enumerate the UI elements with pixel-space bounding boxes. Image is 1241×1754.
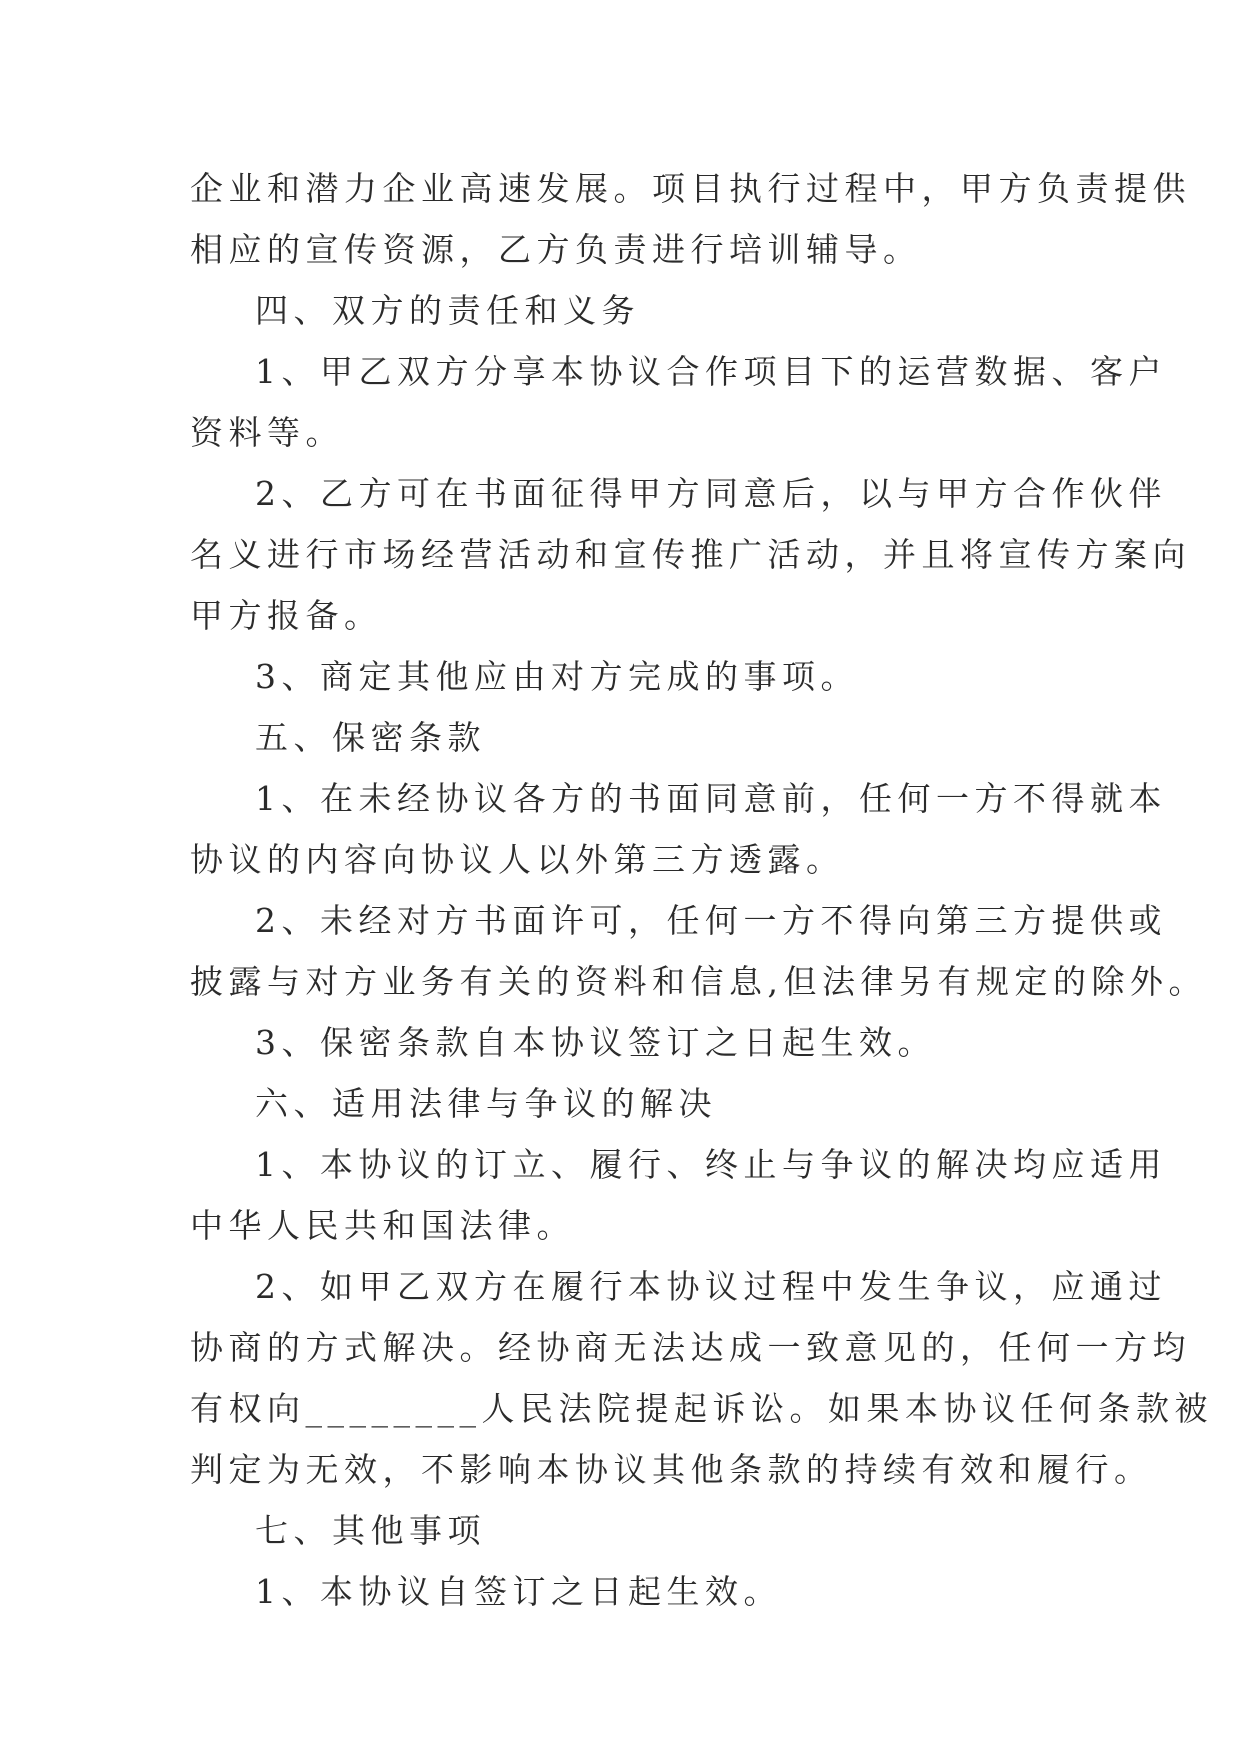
text-line: 3、保密条款自本协议签订之日起生效。 — [255, 1023, 936, 1062]
text-line: 企业和潜力企业高速发展。项目执行过程中，甲方负责提供 — [190, 169, 1191, 208]
text-line: 有权向________人民法院提起诉讼。如果本协议任何条款被 — [190, 1389, 1213, 1428]
text-line: 甲方报备。 — [190, 596, 383, 635]
document-body — [190, 158, 1213, 1622]
text-line: 1、在未经协议各方的书面同意前，任何一方不得就本 — [255, 779, 1167, 818]
text-line: 1、本协议自签订之日起生效。 — [255, 1572, 782, 1611]
text-line: 名义进行市场经营活动和宣传推广活动，并且将宣传方案向 — [190, 535, 1191, 574]
section-heading: 四、双方的责任和义务 — [255, 291, 640, 330]
section-heading: 五、保密条款 — [255, 718, 486, 757]
text-line: 2、乙方可在书面征得甲方同意后，以与甲方合作伙伴 — [255, 474, 1167, 513]
text-line: 协议的内容向协议人以外第三方透露。 — [190, 840, 845, 879]
text-line: 披露与对方业务有关的资料和信息,但法律另有规定的除外。 — [190, 962, 1207, 1001]
text-line: 3、商定其他应由对方完成的事项。 — [255, 657, 859, 696]
text-line: 协商的方式解决。经协商无法达成一致意见的，任何一方均 — [190, 1328, 1191, 1367]
text-line: 判定为无效，不影响本协议其他条款的持续有效和履行。 — [190, 1450, 1153, 1489]
text-line: 1、甲乙双方分享本协议合作项目下的运营数据、客户 — [255, 352, 1167, 391]
section-heading: 六、适用法律与争议的解决 — [255, 1084, 717, 1123]
text-line: 资料等。 — [190, 413, 344, 452]
section-heading: 七、其他事项 — [255, 1511, 486, 1550]
text-line: 相应的宣传资源，乙方负责进行培训辅导。 — [190, 230, 922, 269]
text-line: 2、未经对方书面许可，任何一方不得向第三方提供或 — [255, 901, 1167, 940]
text-line: 中华人民共和国法律。 — [190, 1206, 575, 1245]
text-line: 1、本协议的订立、履行、终止与争议的解决均应适用 — [255, 1145, 1167, 1184]
text-line: 2、如甲乙双方在履行本协议过程中发生争议，应通过 — [255, 1267, 1167, 1306]
